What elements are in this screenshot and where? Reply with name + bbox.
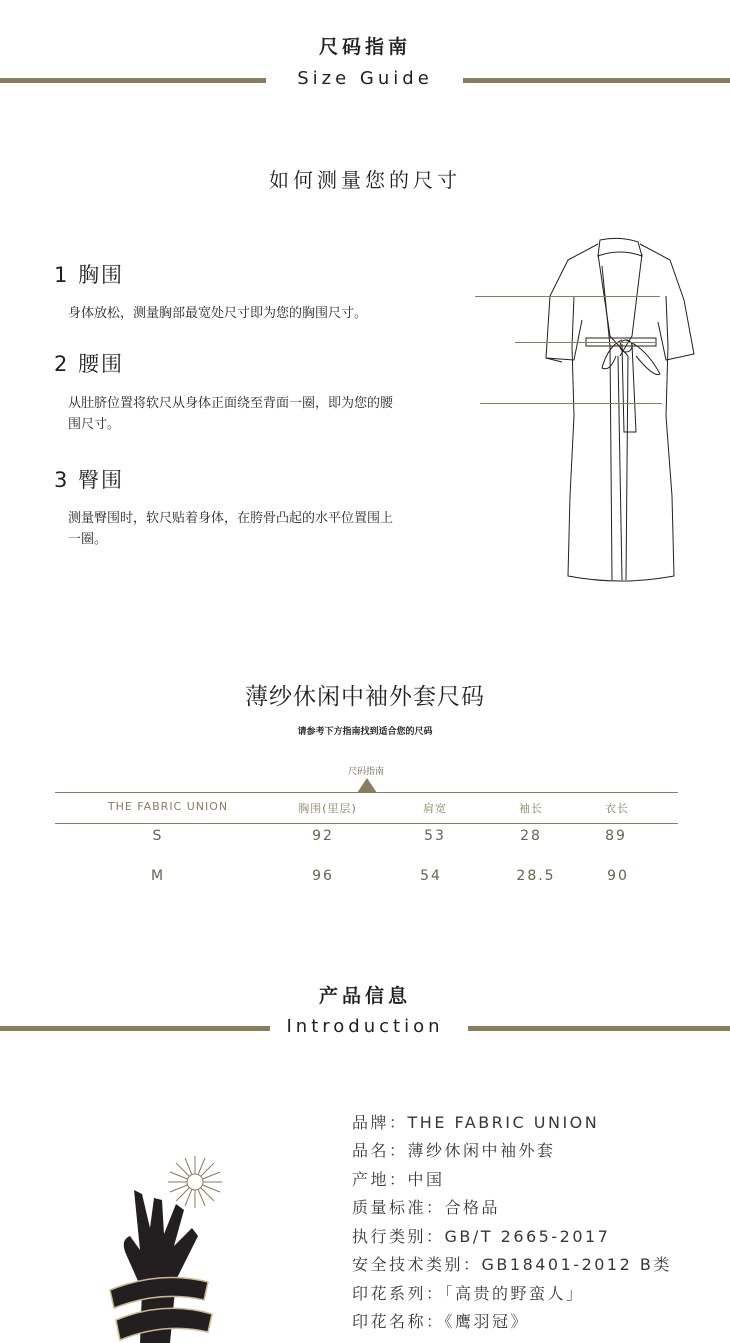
info-label: 质量标准：: [352, 1198, 445, 1217]
table-cell-shoulder: 53: [424, 828, 446, 844]
product-info-title-en: Introduction: [286, 1016, 444, 1037]
info-label: 品牌：: [352, 1113, 408, 1132]
measure-number: 3: [54, 468, 70, 492]
robe-illustration: [470, 236, 710, 586]
table-header-sleeve: 袖长: [519, 802, 543, 815]
table-cell-length: 90: [607, 868, 629, 884]
table-header-shoulder: 肩宽: [423, 802, 447, 815]
measure-title-hip: [54, 464, 124, 494]
measure-title-chest: [54, 259, 124, 289]
measure-desc-hip: 测量臀围时，软尺贴着身体，在胯骨凸起的水平位置围上一圈。: [68, 511, 394, 547]
info-item-safety: [352, 1252, 672, 1275]
table-cell-sleeve: 28.5: [516, 868, 556, 884]
info-label: 印花名称：: [352, 1312, 445, 1331]
table-header-line: [55, 823, 678, 824]
header-rule-right: [463, 78, 730, 83]
table-cell-size: M: [150, 868, 166, 884]
info-label: 品名：: [352, 1141, 408, 1160]
info-value: 中国: [407, 1170, 445, 1189]
hip-pointer-line: [480, 403, 662, 404]
size-table-subtitle: 请参考下方指南找到适合您的尺码: [297, 727, 433, 737]
table-top-line: [55, 792, 678, 793]
info-label: 产地：: [352, 1170, 408, 1189]
product-info-title-cn: 产品信息: [318, 985, 411, 1007]
hand-emblem-illustration: [100, 1150, 240, 1343]
measure-number: 2: [54, 352, 70, 376]
size-table-title: 薄纱休闲中袖外套尺码: [245, 684, 485, 710]
info-label: 印花系列：: [352, 1284, 445, 1303]
waist-pointer-line: [515, 342, 655, 343]
info-item-print-series: [352, 1281, 585, 1304]
measure-number: 1: [54, 263, 70, 287]
info-label: 执行类别：: [352, 1227, 445, 1246]
measure-desc-chest: 身体放松，测量胸部最宽处尺寸即为您的胸围尺寸。: [68, 306, 368, 321]
table-header-length: 衣长: [605, 802, 629, 815]
info-value: 合格品: [444, 1198, 501, 1217]
info-item-name: [352, 1138, 556, 1161]
table-cell-length: 89: [605, 828, 627, 844]
info-value: 薄纱休闲中袖外套: [407, 1141, 556, 1160]
table-cell-chest: 92: [312, 828, 334, 844]
info-item-standard: [352, 1224, 610, 1247]
info-item-print-name: [352, 1309, 529, 1332]
info-value: 《鹰羽冠》: [444, 1312, 530, 1331]
info-label: 安全技术类别：: [352, 1255, 482, 1274]
size-guide-title-cn: 尺码指南: [318, 36, 411, 58]
measure-name: 腰围: [78, 352, 125, 376]
measure-name: 臀围: [78, 468, 125, 492]
info-rule-right: [468, 1026, 730, 1031]
info-item-origin: [352, 1167, 445, 1190]
measure-name: 胸围: [78, 263, 125, 287]
table-header-brand: THE FABRIC UNION: [107, 800, 229, 813]
info-item-brand: [352, 1110, 599, 1133]
info-value: GB/T 2665-2017: [444, 1227, 611, 1246]
table-header-chest: 胸围(里层): [298, 802, 357, 815]
info-item-quality: [352, 1195, 500, 1218]
table-cell-chest: 96: [312, 868, 334, 884]
info-value: GB18401-2012 B类: [481, 1255, 672, 1274]
how-to-measure-title: 如何测量您的尺寸: [269, 168, 461, 192]
measure-title-waist: [54, 348, 124, 378]
size-guide-marker-triangle: [357, 778, 377, 793]
table-cell-size: S: [152, 828, 164, 844]
size-guide-marker-label: 尺码指南: [347, 767, 384, 777]
info-value: 「高贵的野蛮人」: [444, 1284, 585, 1303]
info-value: THE FABRIC UNION: [407, 1113, 600, 1132]
chest-pointer-line: [475, 296, 660, 297]
table-cell-sleeve: 28: [520, 828, 542, 844]
size-guide-title-en: Size Guide: [297, 68, 433, 89]
measure-desc-waist: 从肚脐位置将软尺从身体正面绕至背面一圈，即为您的腰围尺寸。: [68, 396, 394, 432]
table-cell-shoulder: 54: [420, 868, 442, 884]
